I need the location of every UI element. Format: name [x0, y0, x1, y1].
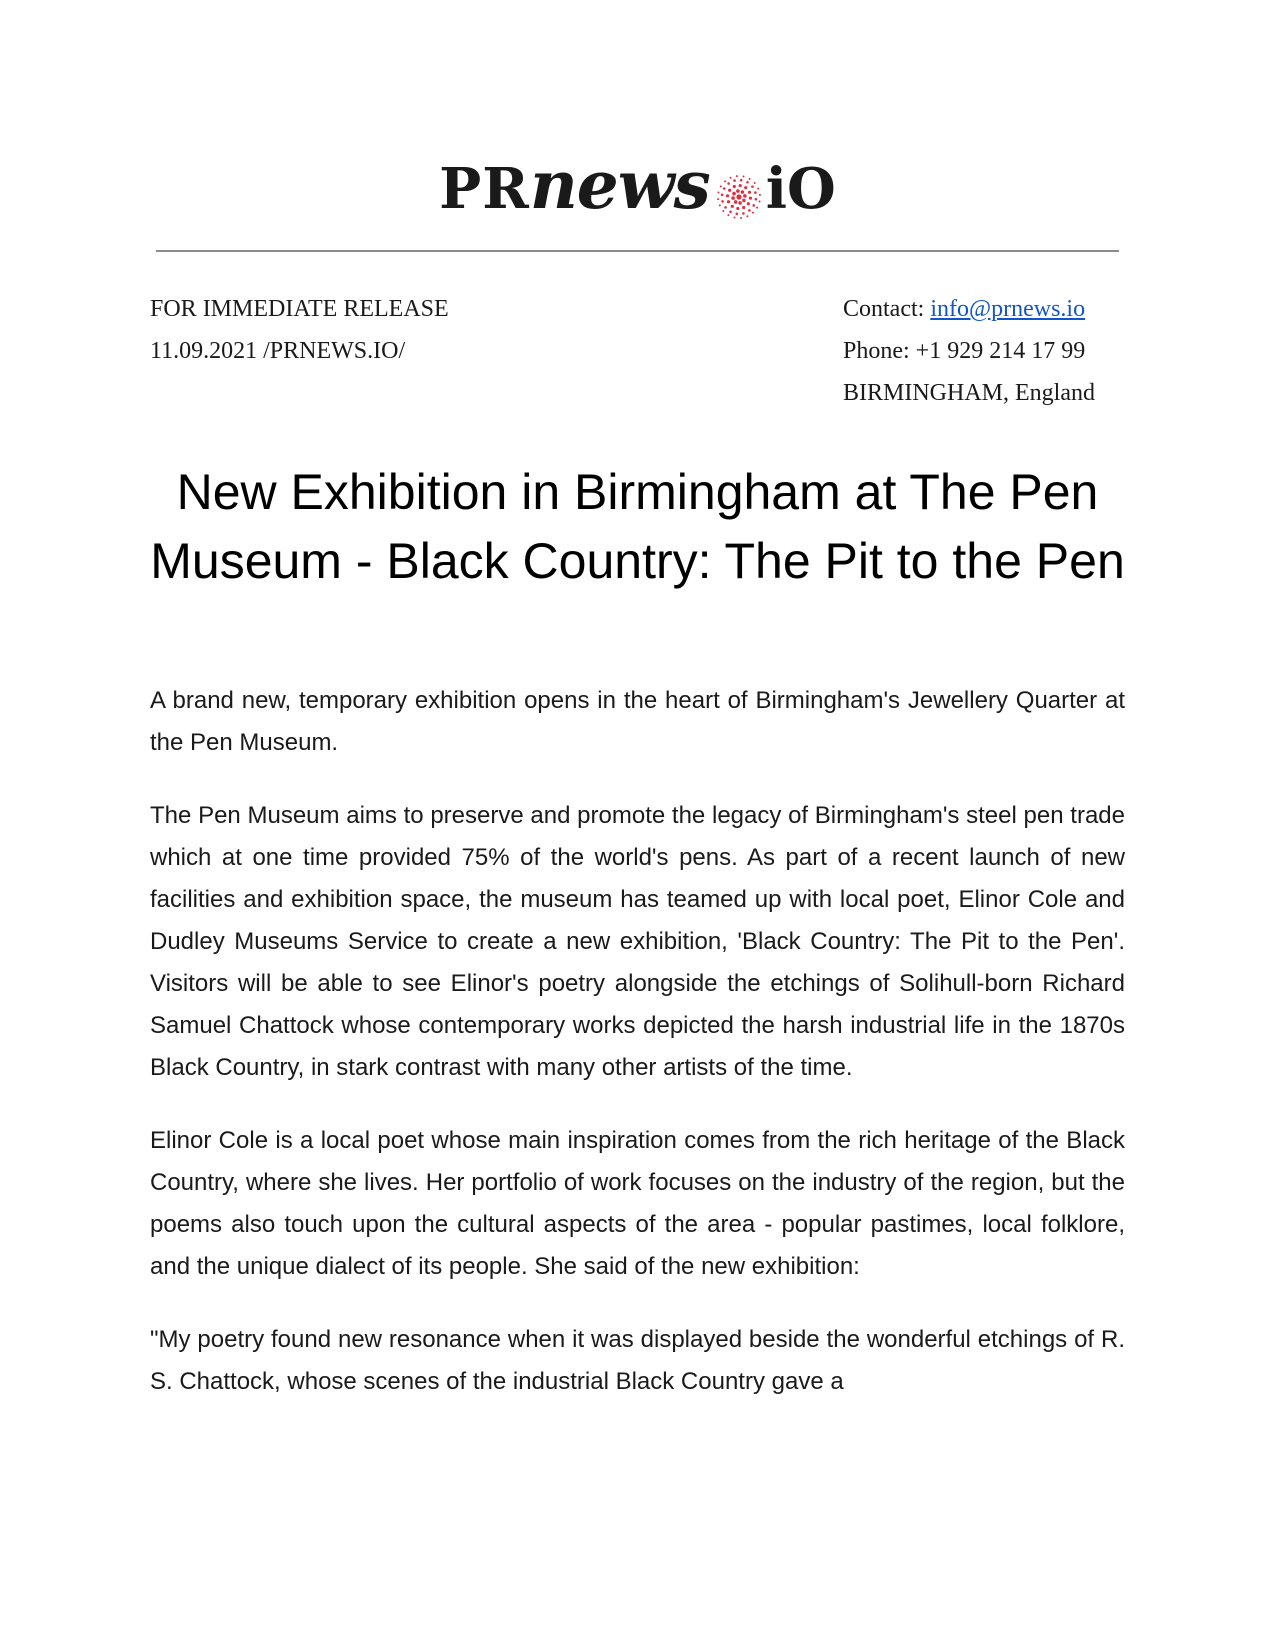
release-label: FOR IMMEDIATE RELEASE — [150, 296, 449, 322]
release-info — [150, 288, 449, 372]
paragraph-3: Elinor Cole is a local poet whose main inspiration comes from the rich heritage of the Black Country, where she lives. Her portfolio of work focuses on the industry of the region, but the poems also touch upon the cultural aspects of the area - popular pastimes, local folklore, and the unique dialect of its people. She said of the new exhibition: — [150, 1127, 1125, 1280]
release-dateline: 11.09.2021 /PRNEWS.IO/ — [150, 338, 406, 364]
contact-info — [843, 288, 1095, 414]
logo-io-text: iO — [765, 156, 836, 222]
logo-news-text: news — [529, 146, 710, 224]
prnews-logo — [0, 146, 1275, 234]
article-body — [150, 680, 1125, 1434]
paragraph-4: "My poetry found new resonance when it was displayed beside the wonderful etchings of R. S. Chattock, whose scenes of the industrial Black Country gave a — [150, 1326, 1125, 1395]
contact-label: Contact: — [843, 296, 931, 322]
paragraph-1: A brand new, temporary exhibition opens in the heart of Birmingham's Jewellery Quarter at the Pen Museum. — [150, 687, 1125, 756]
contact-line — [843, 288, 1095, 330]
contact-email-link[interactable]: info@prnews.io — [930, 296, 1086, 322]
starburst-icon — [716, 174, 762, 224]
header-divider — [156, 250, 1119, 252]
contact-location: BIRMINGHAM, England — [843, 380, 1095, 406]
logo-pr-text: PR — [439, 156, 530, 222]
contact-phone: Phone: +1 929 214 17 99 — [843, 338, 1086, 364]
headline: New Exhibition in Birmingham at The Pen Museum - Black Country: The Pit to the Pen — [150, 464, 1125, 589]
paragraph-2: The Pen Museum aims to preserve and promote the legacy of Birmingham's steel pen trade which at one time provided 75% of the world's pens. As part of a recent launch of new facilities and exhibition space, the museum has teamed up with local poet, Elinor Cole and Dudley Museums Service to create a new exhibition, 'Black Country: The Pit to the Pen'. Visitors will be able to see Elinor's poetry alongside the etchings of Solihull-born Richard Samuel Chattock whose contemporary works depicted the harsh industrial life in the 1870s Black Country, in stark contrast with many other artists of the time. — [150, 802, 1125, 1081]
